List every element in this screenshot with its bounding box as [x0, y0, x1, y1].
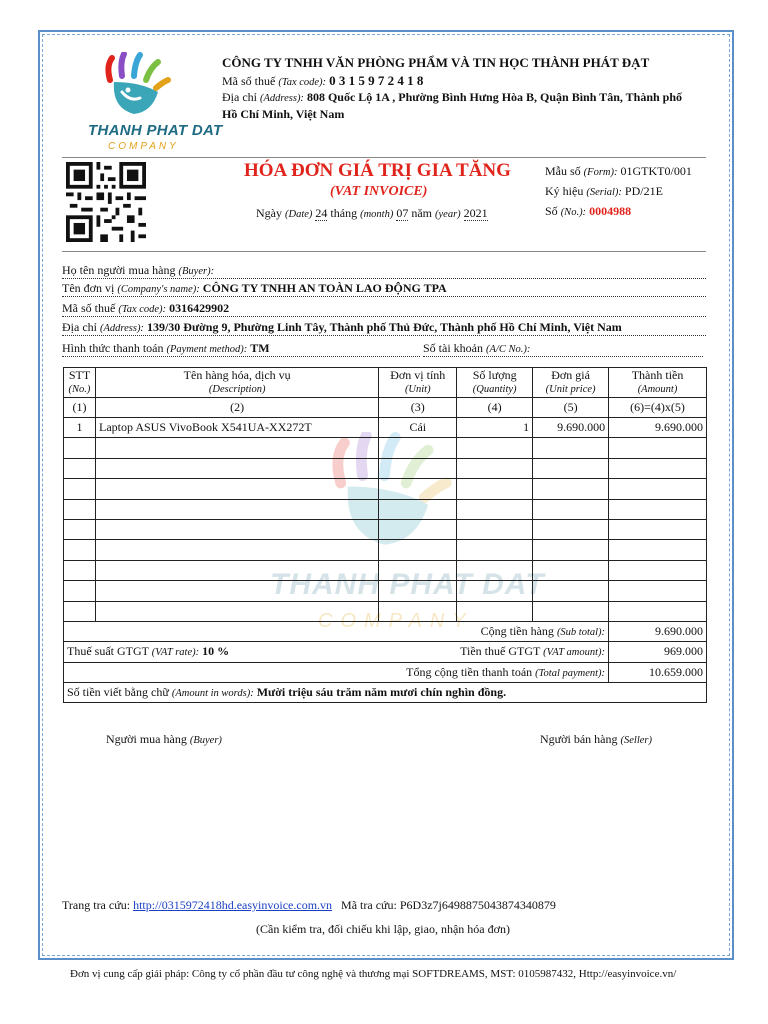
- number-label: Số: [545, 204, 558, 218]
- invoice-title: HÓA ĐƠN GIÁ TRỊ GIA TĂNG: [244, 160, 511, 181]
- subtotal-label: Cộng tiền hàng: [480, 624, 554, 639]
- table-row-empty: [64, 601, 707, 621]
- col-number: (2): [95, 398, 378, 418]
- col-header-label-en: (Unit price): [545, 384, 596, 395]
- row-no: 1: [64, 418, 96, 438]
- buyer-address: 139/30 Đường 9, Phường Linh Tây, Thành phố Thủ Đức, Thành phố Hồ Chí Minh, Việt Nam: [146, 320, 622, 334]
- seller-signature-label-en: (Seller): [620, 735, 653, 746]
- seller-address-row: [222, 90, 682, 105]
- seller-tax-code: 0 3 1 5 9 7 2 4 1 8: [329, 73, 424, 88]
- seller-signature-label: Người bán hàng: [540, 732, 618, 746]
- serial-row: [545, 184, 663, 199]
- payment-label: Hình thức thanh toán: [62, 341, 164, 355]
- number-row: [545, 204, 631, 219]
- row-amount: 9.690.000: [609, 418, 707, 438]
- seller-tax-label: Mã số thuế: [222, 74, 276, 88]
- table-row: [64, 418, 707, 438]
- total-label: Tổng cộng tiền thanh toán: [406, 664, 533, 679]
- serial-label: Ký hiệu: [545, 184, 584, 198]
- subtotal-value: 9.690.000: [609, 621, 707, 641]
- buyer-label: Họ tên người mua hàng: [62, 263, 176, 277]
- vat-row: [64, 642, 707, 662]
- col-header-unit-price: [533, 368, 609, 398]
- date-day: 24: [315, 206, 328, 220]
- buyer-tax-label: Mã số thuế: [62, 301, 116, 315]
- invoice-number: 0004988: [589, 204, 632, 218]
- lookup-label: Trang tra cứu:: [62, 898, 131, 912]
- form-label-en: (Form):: [583, 167, 618, 178]
- table-header-row: [64, 368, 707, 398]
- subtotal-label-cell: [64, 621, 609, 641]
- vat-rate-label-en: (VAT rate):: [151, 647, 200, 659]
- watermark-subtext: COMPANY: [318, 610, 474, 632]
- buyer-row: [62, 263, 706, 279]
- payment-row: [62, 341, 706, 357]
- items-table: [63, 367, 707, 703]
- form-row: [545, 164, 692, 179]
- qr-code: [66, 162, 146, 242]
- lookup-note: (Cần kiểm tra, đối chiếu khi lập, giao, nhận hóa đơn): [256, 922, 510, 936]
- subtotal-label-en: (Sub total):: [556, 627, 606, 639]
- seller-name: CÔNG TY TNHH VĂN PHÒNG PHẨM VÀ TIN HỌC THÀNH PHÁT ĐẠT: [222, 55, 650, 70]
- account-label-en: (A/C No.):: [486, 344, 531, 355]
- col-number: (6)=(4)x(5): [609, 398, 707, 418]
- col-header-label: Tên hàng hóa, dịch vụ: [183, 368, 291, 382]
- col-number: (1): [64, 398, 96, 418]
- vat-rate-label: Thuế suất GTGT: [67, 644, 149, 659]
- lookup-link[interactable]: http://0315972418hd.easyinvoice.com.vn: [133, 898, 333, 912]
- table-row-empty: [64, 499, 707, 519]
- lookup-code: P6D3z7j6498875043874340879: [399, 898, 556, 912]
- amount-words-row: [64, 683, 707, 703]
- company-label-en: (Company's name):: [117, 284, 200, 295]
- buyer-signature-label: Người mua hàng: [106, 732, 187, 746]
- serial-value: PD/21E: [624, 184, 663, 198]
- total-value: 10.659.000: [609, 662, 707, 682]
- buyer-tax-label-en: (Tax code):: [118, 304, 167, 315]
- buyer-signature: [106, 732, 222, 747]
- payment-label-en: (Payment method):: [166, 344, 248, 355]
- payment-field: [62, 341, 420, 357]
- col-header-label: Số lượng: [472, 368, 517, 382]
- vat-rate-cell: [64, 642, 379, 662]
- table-row-empty: [64, 581, 707, 601]
- title-divider: [62, 251, 706, 252]
- row-description: Laptop ASUS VivoBook X541UA-XX272T: [95, 418, 378, 438]
- col-number: (4): [457, 398, 533, 418]
- invoice-subtitle: (VAT INVOICE): [330, 184, 428, 199]
- seller-address-line2: Hồ Chí Minh, Việt Nam: [222, 107, 345, 121]
- table-row-empty: [64, 479, 707, 499]
- buyer-address-row: [62, 320, 706, 336]
- table-row-empty: [64, 540, 707, 560]
- watermark-text: THANH PHAT DAT: [270, 568, 545, 601]
- seller-address-label-en: (Address):: [260, 93, 304, 104]
- col-header-label-en: (Unit): [404, 384, 431, 395]
- seller-signature: [540, 732, 652, 747]
- col-header-label-en: (Amount): [637, 384, 678, 395]
- vat-amount: 969.000: [609, 642, 707, 662]
- buyer-signature-label-en: (Buyer): [189, 735, 222, 746]
- form-value: 01GTKT0/001: [620, 164, 692, 178]
- row-unit: Cái: [379, 418, 457, 438]
- provider-footer: Đơn vị cung cấp giải pháp: Công ty cổ phần đầu tư công nghệ và thương mại SOFTDREAMS, MST: 0105987432, Http://easyinvoice.vn/: [70, 968, 677, 980]
- col-header-no: [64, 368, 96, 398]
- buyer-label-en: (Buyer):: [178, 266, 215, 277]
- total-row: [64, 662, 707, 682]
- date-year: 2021: [463, 206, 488, 220]
- form-label: Mẫu số: [545, 164, 581, 178]
- row-quantity: 1: [457, 418, 533, 438]
- amount-in-words: Mười triệu sáu trăm năm mươi chín nghìn đồng.: [256, 685, 507, 700]
- col-number: (3): [379, 398, 457, 418]
- company-label: Tên đơn vị: [62, 281, 115, 295]
- buyer-company: CÔNG TY TNHH AN TOÀN LAO ĐỘNG TPA: [202, 281, 447, 295]
- vat-amount-label: Tiền thuế GTGT: [460, 644, 541, 659]
- vat-amount-label-en: (VAT amount):: [543, 647, 606, 659]
- month-label: tháng: [330, 206, 358, 220]
- table-row-empty: [64, 438, 707, 458]
- date-label-en: (Date): [285, 209, 313, 220]
- company-row: [62, 281, 706, 297]
- account-field: [423, 341, 703, 357]
- words-label-en: (Amount in words):: [171, 688, 254, 700]
- year-label-en: (year): [435, 209, 461, 220]
- seller-tax-row: [222, 73, 423, 89]
- account-label: Số tài khoản: [423, 341, 483, 355]
- date-month: 07: [396, 206, 409, 220]
- header-divider: [62, 157, 706, 158]
- buyer-address-label-en: (Address):: [100, 323, 144, 334]
- payment-method: TM: [250, 341, 270, 355]
- column-number-row: [64, 398, 707, 418]
- logo-subtext: COMPANY: [108, 141, 179, 152]
- table-row-empty: [64, 458, 707, 478]
- col-header-label: Đơn vị tính: [390, 368, 446, 382]
- table-row-empty: [64, 519, 707, 539]
- total-label-cell: [64, 662, 609, 682]
- col-header-label: Thành tiền: [631, 368, 684, 382]
- year-label: năm: [411, 206, 432, 220]
- buyer-tax-row: [62, 301, 706, 317]
- invoice-date-row: [256, 206, 488, 221]
- lookup-row: [62, 898, 556, 913]
- col-header-label: STT: [68, 368, 91, 382]
- buyer-address-label: Địa chỉ: [62, 320, 97, 334]
- col-header-unit: [379, 368, 457, 398]
- row-unit-price: 9.690.000: [533, 418, 609, 438]
- month-label-en: (month): [360, 209, 394, 220]
- lookup-code-label: Mã tra cứu:: [341, 898, 397, 912]
- subtotal-row: [64, 621, 707, 641]
- col-header-label-en: (No.): [68, 384, 91, 395]
- vat-amount-label-cell: [379, 642, 609, 662]
- total-label-en: (Total payment):: [535, 667, 606, 679]
- table-row-empty: [64, 560, 707, 580]
- vat-rate: 10 %: [202, 644, 230, 659]
- col-number: (5): [533, 398, 609, 418]
- col-header-amount: [609, 368, 707, 398]
- amount-words-cell: [64, 683, 707, 703]
- seller-address-label: Địa chỉ: [222, 90, 257, 104]
- col-header-label: Đơn giá: [551, 368, 590, 382]
- serial-label-en: (Serial):: [586, 187, 622, 198]
- col-header-description: [95, 368, 378, 398]
- seller-tax-label-en: (Tax code):: [278, 77, 327, 88]
- seller-address-line1: 808 Quốc Lộ 1A , Phường Bình Hưng Hòa B, Quận Bình Tân, Thành phố: [306, 90, 683, 104]
- words-label: Số tiền viết bằng chữ: [67, 685, 169, 700]
- number-label-en: (No.):: [560, 207, 587, 218]
- col-header-quantity: [457, 368, 533, 398]
- col-header-label-en: (Quantity): [472, 384, 517, 395]
- logo-text: THANH PHAT DAT: [88, 122, 223, 139]
- buyer-tax-code: 0316429902: [169, 301, 230, 315]
- date-label: Ngày: [256, 206, 282, 220]
- company-logo: [100, 52, 172, 118]
- col-header-label-en: (Description): [208, 384, 266, 395]
